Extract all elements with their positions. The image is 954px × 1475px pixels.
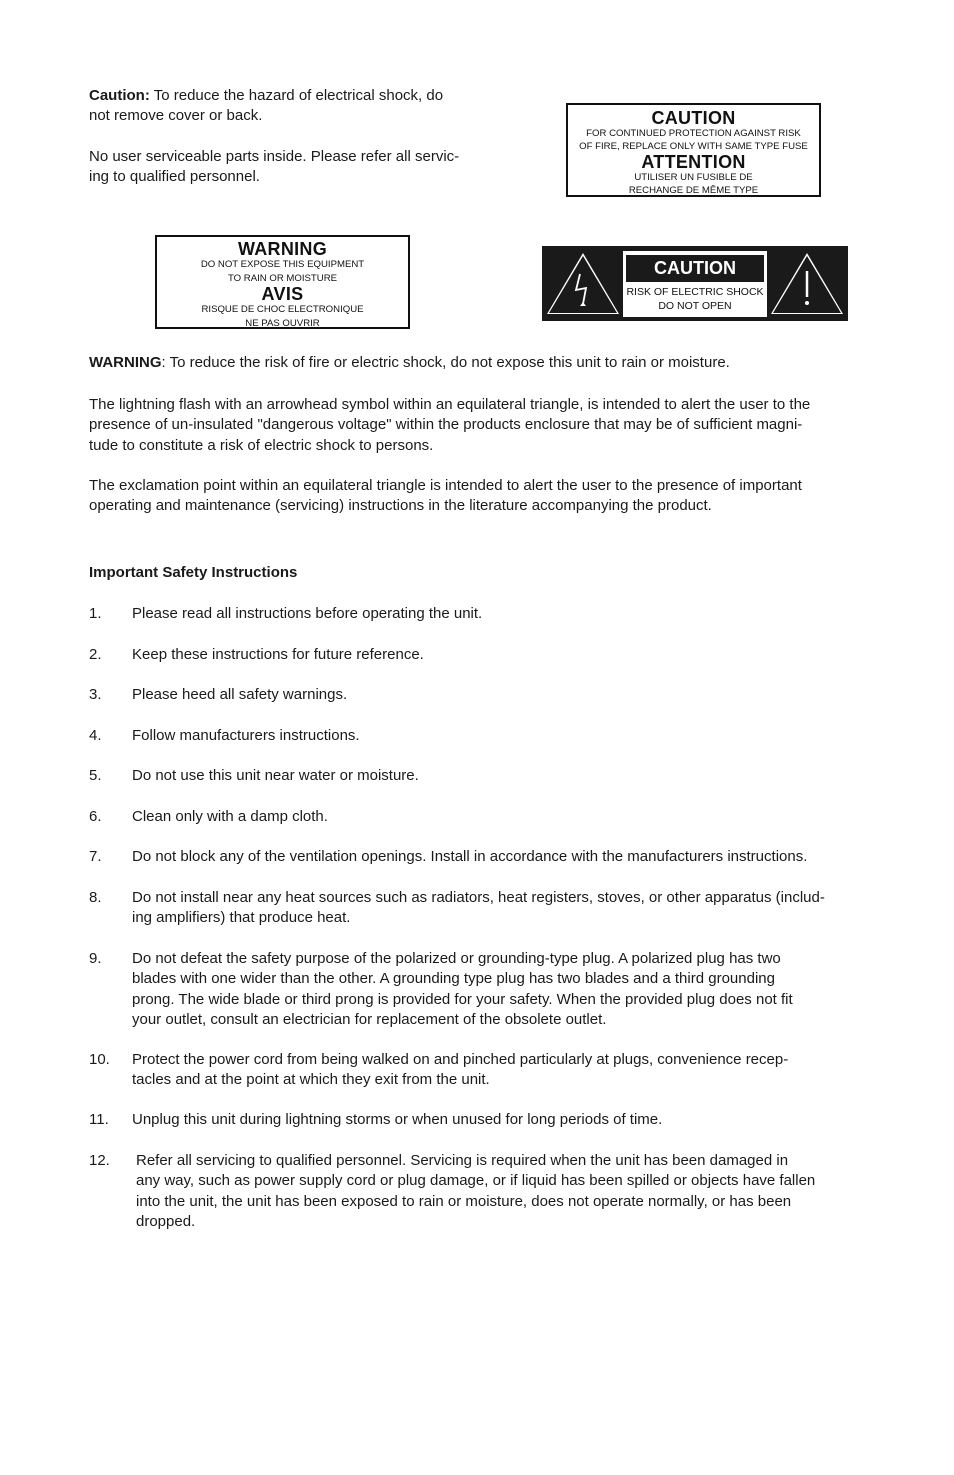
instruction-item-11 [89,1110,869,1130]
service-line-1: No user serviceable parts inside. Please refer all servic- [89,148,460,165]
fuse-label-line-2: OF FIRE, REPLACE ONLY WITH SAME TYPE FUSE [579,141,808,152]
instruction-item-8 [89,888,869,929]
lightning-paragraph [89,395,889,456]
fuse-label-line-1: FOR CONTINUED PROTECTION AGAINST RISK [586,128,801,139]
instruction-number: 3. [89,686,102,703]
instruction-number: 5. [89,767,102,784]
instruction-number: 11. [89,1111,109,1128]
instruction-number: 4. [89,727,102,744]
caution-label: Caution: [89,87,150,104]
warning-para-text: : To reduce the risk of fire or electric shock, do not expose this unit to rain or moisture. [161,354,730,371]
instruction-item-7 [89,847,869,867]
instruction-number: 1. [89,605,102,622]
instruction-text: blades with one wider than the other. A grounding type plug has two blades and a third grounding [132,970,775,988]
fuse-label-line-4: RECHANGE DE MÊME TYPE [628,185,759,196]
instructions-heading: Important Safety Instructions [89,564,298,581]
fuse-label-line-3: UTILISER UN FUSIBLE DE [634,172,753,183]
instruction-text: Follow manufacturers instructions. [132,727,360,744]
instruction-item-12 [89,1151,869,1232]
warning-label-title: WARNING [237,239,328,259]
caution-text-2: not remove cover or back. [89,107,263,125]
instruction-text: tacles and at the point at which they exit from the unit. [132,1071,490,1089]
warning-label-line-2: TO RAIN OR MOISTURE [227,272,338,284]
shock-banner-line-1: RISK OF ELECTRIC SHOCK [626,286,764,298]
shock-caution-banner [542,246,848,321]
caution-paragraph [89,86,489,127]
instruction-number: 7. [89,848,102,865]
instruction-item-10 [89,1050,869,1091]
instruction-item-1 [89,604,869,624]
instruction-number: 10. [89,1051,110,1068]
instruction-text: dropped. [136,1212,196,1230]
instruction-item-2 [89,645,869,665]
instruction-text: Do not block any of the ventilation openings. Install in accordance with the manufacturers instructions. [132,848,808,865]
lightning-line-1: The lightning flash with an arrowhead symbol within an equilateral triangle, is intended to alert the user to the [89,396,811,413]
instruction-text: Do not use this unit near water or moisture. [132,767,419,784]
instruction-number: 8. [89,889,102,906]
instruction-item-5 [89,766,869,786]
shock-banner-line-2: DO NOT OPEN [658,300,732,312]
instruction-text: Do not defeat the safety purpose of the polarized or grounding-type plug. A polarized plug has two [132,950,781,967]
warning-label-line-3: RISQUE DE CHOC ELECTRONIQUE [201,304,364,315]
instruction-item-4 [89,726,869,746]
lightning-triangle-icon [547,253,619,314]
service-paragraph [89,147,489,188]
shock-banner-title: CAUTION [654,258,736,278]
shock-banner-text [623,285,767,313]
fuse-label-title-attention: ATTENTION [641,152,746,172]
lightning-line-2: presence of un-insulated "dangerous voltage" within the products enclosure that may be of sufficient magni- [89,416,803,434]
instruction-item-6 [89,807,869,827]
instruction-item-9 [89,949,869,1030]
instruction-text: your outlet, consult an electrician for replacement of the obsolete outlet. [132,1010,607,1028]
instruction-text: Please read all instructions before operating the unit. [132,605,483,622]
warning-label-line-1: DO NOT EXPOSE THIS EQUIPMENT [200,259,365,270]
instruction-item-3 [89,685,869,705]
warning-label-line-4: NE PAS OUVRIR [245,317,320,329]
lightning-line-3: tude to constitute a risk of electric shock to persons. [89,436,434,454]
instruction-text: Refer all servicing to qualified personnel. Servicing is required when the unit has been damaged in [136,1152,789,1169]
instruction-text: into the unit, the unit has been exposed to rain or moisture, does not operate normally, or has been [136,1192,792,1210]
fuse-label-title-caution: CAUTION [651,108,736,128]
instruction-number: 6. [89,808,102,825]
instruction-text: Clean only with a damp cloth. [132,808,328,825]
fuse-caution-label [566,103,821,197]
instruction-text: Protect the power cord from being walked on and pinched particularly at plugs, convenience recep- [132,1051,789,1068]
instruction-text: prong. The wide blade or third prong is provided for your safety. When the provided plug does not fit [132,990,793,1008]
instruction-text: Keep these instructions for future reference. [132,646,424,663]
service-line-2: ing to qualified personnel. [89,168,260,186]
instruction-number: 9. [89,950,102,967]
warning-para-label: WARNING [89,354,162,371]
instruction-text: Please heed all safety warnings. [132,686,348,703]
instruction-number: 12. [89,1152,110,1169]
avis-label-title: AVIS [261,284,304,304]
warning-paragraph [89,353,889,373]
warning-label [155,235,410,329]
exclamation-line-2: operating and maintenance (servicing) instructions in the literature accompanying the product. [89,497,712,515]
instruction-text: any way, such as power supply cord or plug damage, or if liquid has been spilled or objects have fallen [136,1172,816,1190]
exclamation-line-1: The exclamation point within an equilateral triangle is intended to alert the user to the presence of important [89,477,802,494]
instruction-text: Do not install near any heat sources such as radiators, heat registers, stoves, or other apparatus (includ- [132,889,825,906]
exclamation-paragraph [89,476,889,517]
instruction-text: Unplug this unit during lightning storms or when unused for long periods of time. [132,1111,663,1128]
instruction-text: ing amplifiers) that produce heat. [132,909,351,927]
exclamation-triangle-icon [771,253,843,314]
caution-text-1: To reduce the hazard of electrical shock, do [149,87,444,104]
instruction-number: 2. [89,646,102,663]
